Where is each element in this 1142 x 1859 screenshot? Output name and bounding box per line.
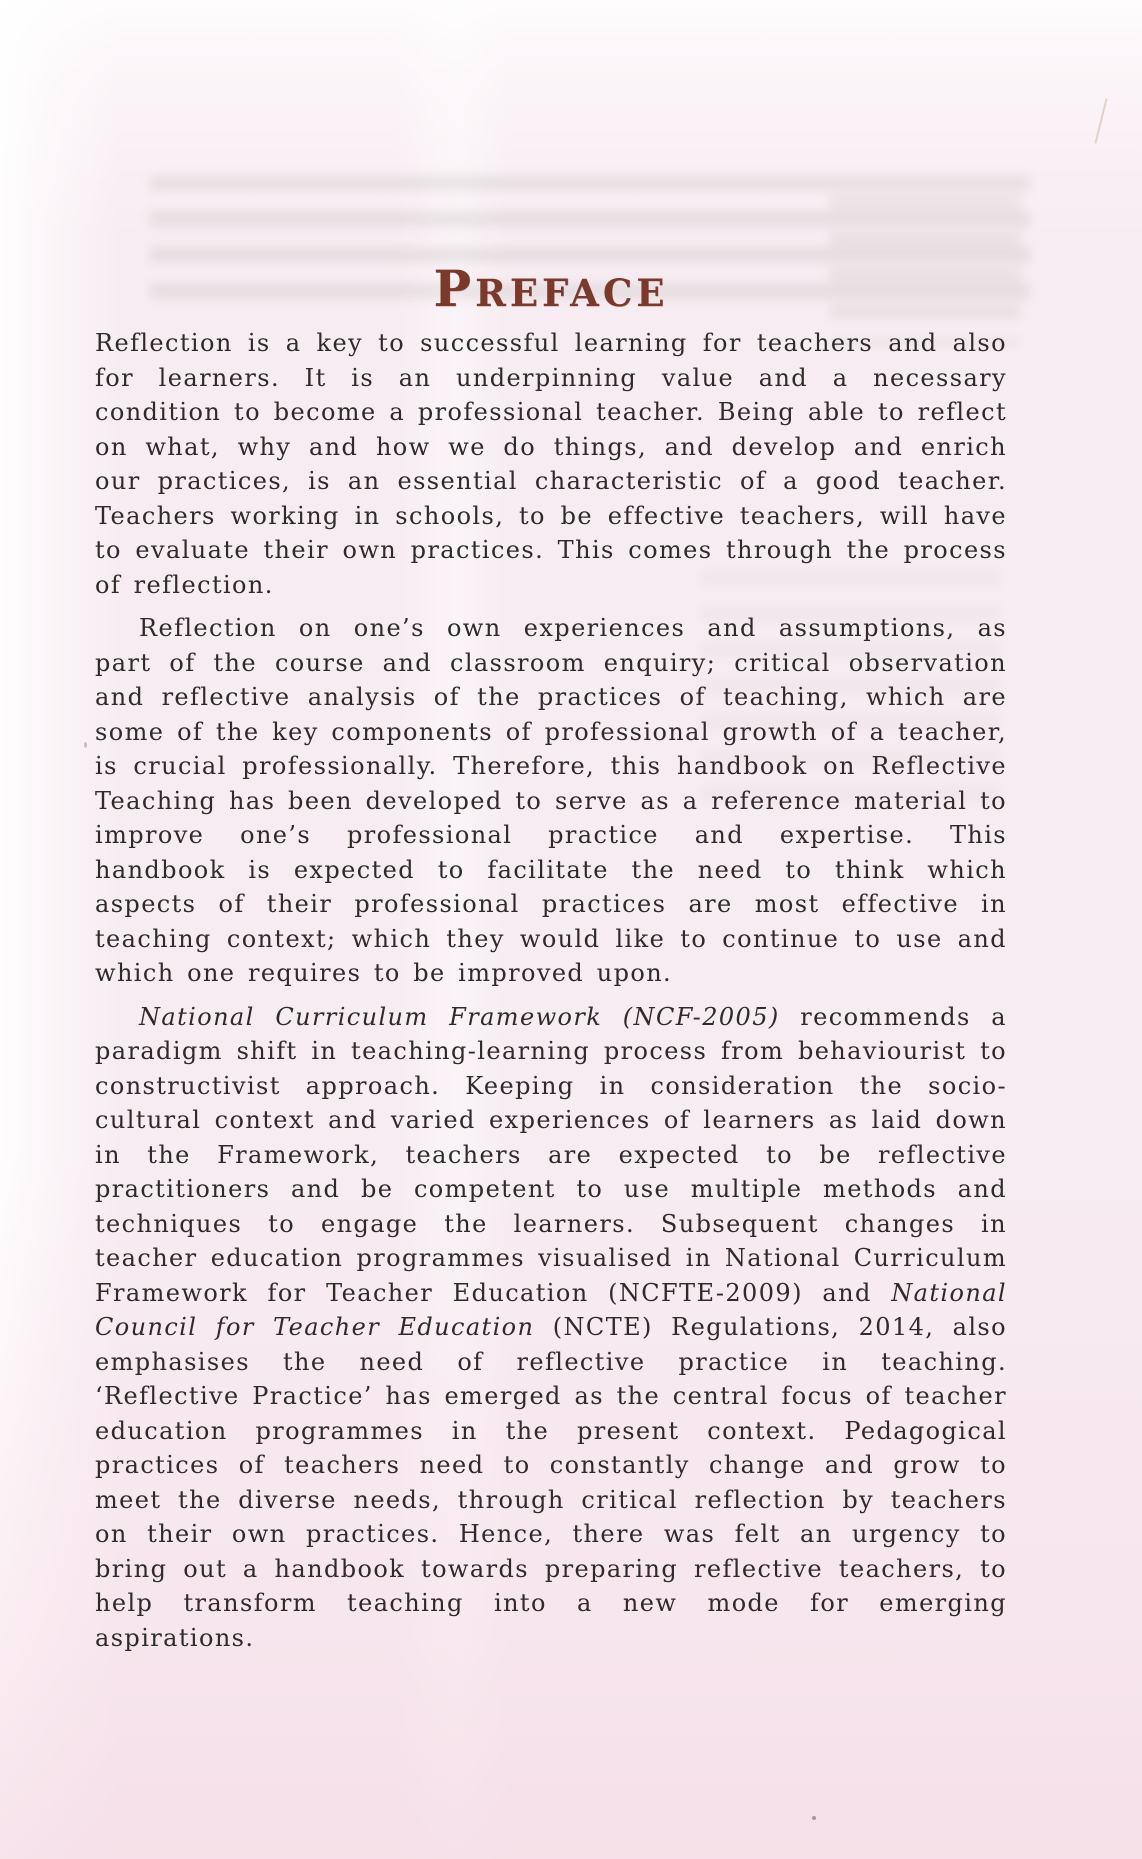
paragraph-3-text-b: (NCTE) Regulations, 2014, also emphasises the need of reflective practice in teaching. ‘Reflective Practice’ has emerged as the central focus of teacher education programmes in the present context. Pedagogical practices of teachers need to constantly change and grow to meet the diverse needs, through critical reflection by teachers on their own practices. Hence, there was felt an urgency to bring out a handbook towards preparing reflective teachers, to help transform teaching into a new mode for emerging aspirations. — [95, 1313, 1007, 1652]
paragraph-1 — [95, 326, 1007, 602]
paragraph-1-text: Reflection is a key to successful learning for teachers and also for learners. It is an underpinning value and a necessary condition to become a professional teacher. Being able to reflect on what, why and how we do things, and develop and enrich our practices, is an essential characteristic of a good teacher. Teachers working in schools, to be effective teachers, will have to evaluate their own practices. This comes through the process of reflection. — [95, 329, 1007, 599]
paragraph-3-italic-citation-ncte: National Council for Teacher Education — [95, 1278, 1007, 1341]
paper-speck — [812, 1816, 816, 1820]
page-title-small-caps: REFACE — [475, 271, 669, 316]
paper-speck — [84, 742, 87, 748]
paragraph-3 — [95, 1000, 1007, 1656]
page-title-initial-letter: P — [433, 259, 476, 319]
page-title — [95, 259, 1007, 319]
paragraph-2-text: Reflection on one’s own experiences and assumptions, as part of the course and classroom enquiry; critical observation and reflective analysis of the practices of teaching, which are some of the key components of professional growth of a teacher, is crucial professionally. Therefore, this handbook on Reflective Teaching has been developed to serve as a reference material to improve one’s professional practice and expertise. This handbook is expected to facilitate the need to think which aspects of their professional practices are most effective in teaching context; which they would like to continue to use and which one requires to be improved upon. — [95, 614, 1007, 987]
paragraph-2 — [95, 611, 1007, 991]
paragraph-3-text-a: recommends a paradigm shift in teaching-learning process from behaviourist to constructivist approach. Keeping in consideration the socio-cultural context and varied experiences of learners as laid down in the Framework, teachers are expected to be reflective practitioners and be competent to use multiple methods and techniques to engage the learners. Subsequent changes in teacher education programmes visualised in National Curriculum Framework for Teacher Education (NCFTE-2009) and — [95, 1002, 1007, 1307]
paragraph-3-italic-citation-ncf: National Curriculum Framework (NCF-2005) — [139, 1002, 780, 1031]
paper-scratch-mark — [1094, 98, 1107, 143]
preface-body-text — [95, 326, 1007, 1655]
